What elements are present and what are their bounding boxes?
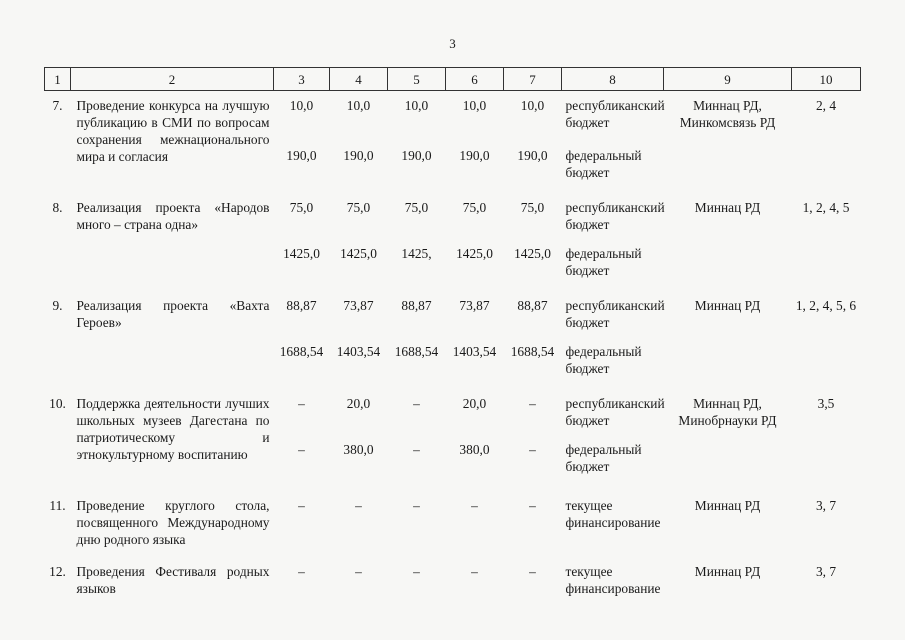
header-cell: 8 <box>562 68 664 91</box>
funding-value: 10,0 <box>520 98 545 113</box>
event-name: Проведения Фестиваля родных языков <box>76 564 270 596</box>
funding-value: 1425,0 <box>283 246 320 261</box>
header-cell: 10 <box>792 68 861 91</box>
funding-value: – <box>529 498 536 513</box>
row-number: 10. <box>49 396 66 411</box>
funding-value: 1425, <box>401 246 432 261</box>
funding-value: – <box>355 564 362 579</box>
funding-value: – <box>529 564 536 579</box>
row-number: 7. <box>52 98 63 113</box>
table-row <box>45 91 861 194</box>
funding-value: 75,0 <box>289 200 314 215</box>
task-numbers: 3, 7 <box>815 564 837 579</box>
funding-value: 73,87 <box>459 298 490 313</box>
funding-value: – <box>298 498 305 513</box>
funding-value: 75,0 <box>346 200 371 215</box>
funding-value: – <box>471 498 478 513</box>
header-cell: 2 <box>71 68 274 91</box>
page-number: 3 <box>449 36 456 51</box>
funding-value: 20,0 <box>346 396 371 411</box>
funding-value: 10,0 <box>346 98 371 113</box>
responsible-agency: Миннац РД <box>694 564 761 579</box>
funding-value: – <box>413 564 420 579</box>
event-name: Проведение конкурса на лучшую публикацию в СМИ по вопросам сохранения межнационального мира и согласия <box>76 98 270 164</box>
funding-value: – <box>529 396 536 411</box>
funding-value: 190,0 <box>459 148 490 163</box>
funding-source: федеральный бюджет <box>565 442 642 474</box>
table-row <box>45 557 861 605</box>
table-row <box>45 291 861 389</box>
event-name: Реализация проекта «Вахта Героев» <box>76 298 270 330</box>
funding-value: 190,0 <box>401 148 432 163</box>
header-cell: 3 <box>274 68 330 91</box>
event-name: Проведение круглого стола, посвященного Международному дню родного языка <box>76 498 270 547</box>
program-table <box>44 67 861 605</box>
funding-value: 1688,54 <box>394 344 439 359</box>
funding-source: республиканский бюджет <box>565 396 665 428</box>
funding-value: 10,0 <box>404 98 429 113</box>
funding-value: 10,0 <box>289 98 314 113</box>
table-row <box>45 491 861 557</box>
funding-value: 75,0 <box>520 200 545 215</box>
funding-value: 88,87 <box>401 298 432 313</box>
funding-source: текущее финансирование <box>565 498 661 530</box>
header-cell: 9 <box>664 68 792 91</box>
responsible-agency: Миннац РД, Минкомсвязь РД <box>679 98 776 130</box>
funding-source: текущее финансирование <box>565 564 661 596</box>
funding-value: 75,0 <box>462 200 487 215</box>
funding-value: 190,0 <box>517 148 548 163</box>
responsible-agency: Миннац РД <box>694 200 761 215</box>
funding-value: 88,87 <box>286 298 317 313</box>
funding-value: – <box>298 564 305 579</box>
funding-value: – <box>413 498 420 513</box>
event-name: Поддержка деятельности лучших школьных музеев Дагестана по патриотическому и этнокультурному воспитанию <box>76 396 270 462</box>
event-name: Реализация проекта «Народов много – страна одна» <box>76 200 270 232</box>
row-number: 9. <box>52 298 63 313</box>
table-row <box>45 389 861 491</box>
funding-source: республиканский бюджет <box>565 200 665 232</box>
funding-source: федеральный бюджет <box>565 246 642 278</box>
funding-value: 1425,0 <box>456 246 493 261</box>
funding-value: 10,0 <box>462 98 487 113</box>
funding-source: федеральный бюджет <box>565 344 642 376</box>
funding-value: – <box>471 564 478 579</box>
task-numbers: 3,5 <box>817 396 835 411</box>
header-cell: 4 <box>330 68 388 91</box>
funding-value: 1403,54 <box>452 344 497 359</box>
funding-value: – <box>529 442 536 457</box>
funding-value: – <box>355 498 362 513</box>
funding-value: 20,0 <box>462 396 487 411</box>
header-cell: 7 <box>504 68 562 91</box>
row-number: 12. <box>49 564 66 579</box>
task-numbers: 2, 4 <box>815 98 837 113</box>
funding-value: 190,0 <box>286 148 317 163</box>
funding-value: 75,0 <box>404 200 429 215</box>
task-numbers: 1, 2, 4, 5, 6 <box>795 298 857 313</box>
responsible-agency: Миннац РД <box>694 298 761 313</box>
funding-value: 1425,0 <box>340 246 377 261</box>
funding-source: федеральный бюджет <box>565 148 642 180</box>
task-numbers: 1, 2, 4, 5 <box>802 200 850 215</box>
funding-value: 380,0 <box>343 442 374 457</box>
funding-value: – <box>413 442 420 457</box>
funding-value: – <box>298 396 305 411</box>
funding-value: 1403,54 <box>336 344 381 359</box>
header-cell: 1 <box>45 68 71 91</box>
funding-value: 1688,54 <box>279 344 324 359</box>
header-cell: 5 <box>388 68 446 91</box>
funding-value: 73,87 <box>343 298 374 313</box>
funding-value: – <box>298 442 305 457</box>
task-numbers: 3, 7 <box>815 498 837 513</box>
table-row <box>45 193 861 291</box>
header-cell: 6 <box>446 68 504 91</box>
funding-source: республиканский бюджет <box>565 98 665 130</box>
funding-value: 380,0 <box>459 442 490 457</box>
funding-value: 1688,54 <box>510 344 555 359</box>
funding-value: – <box>413 396 420 411</box>
responsible-agency: Миннац РД, Минобрнауки РД <box>678 396 777 428</box>
responsible-agency: Миннац РД <box>694 498 761 513</box>
funding-value: 88,87 <box>517 298 548 313</box>
funding-value: 190,0 <box>343 148 374 163</box>
row-number: 11. <box>49 498 66 513</box>
row-number: 8. <box>52 200 63 215</box>
header-row <box>45 68 861 91</box>
funding-value: 1425,0 <box>514 246 551 261</box>
funding-source: республиканский бюджет <box>565 298 665 330</box>
